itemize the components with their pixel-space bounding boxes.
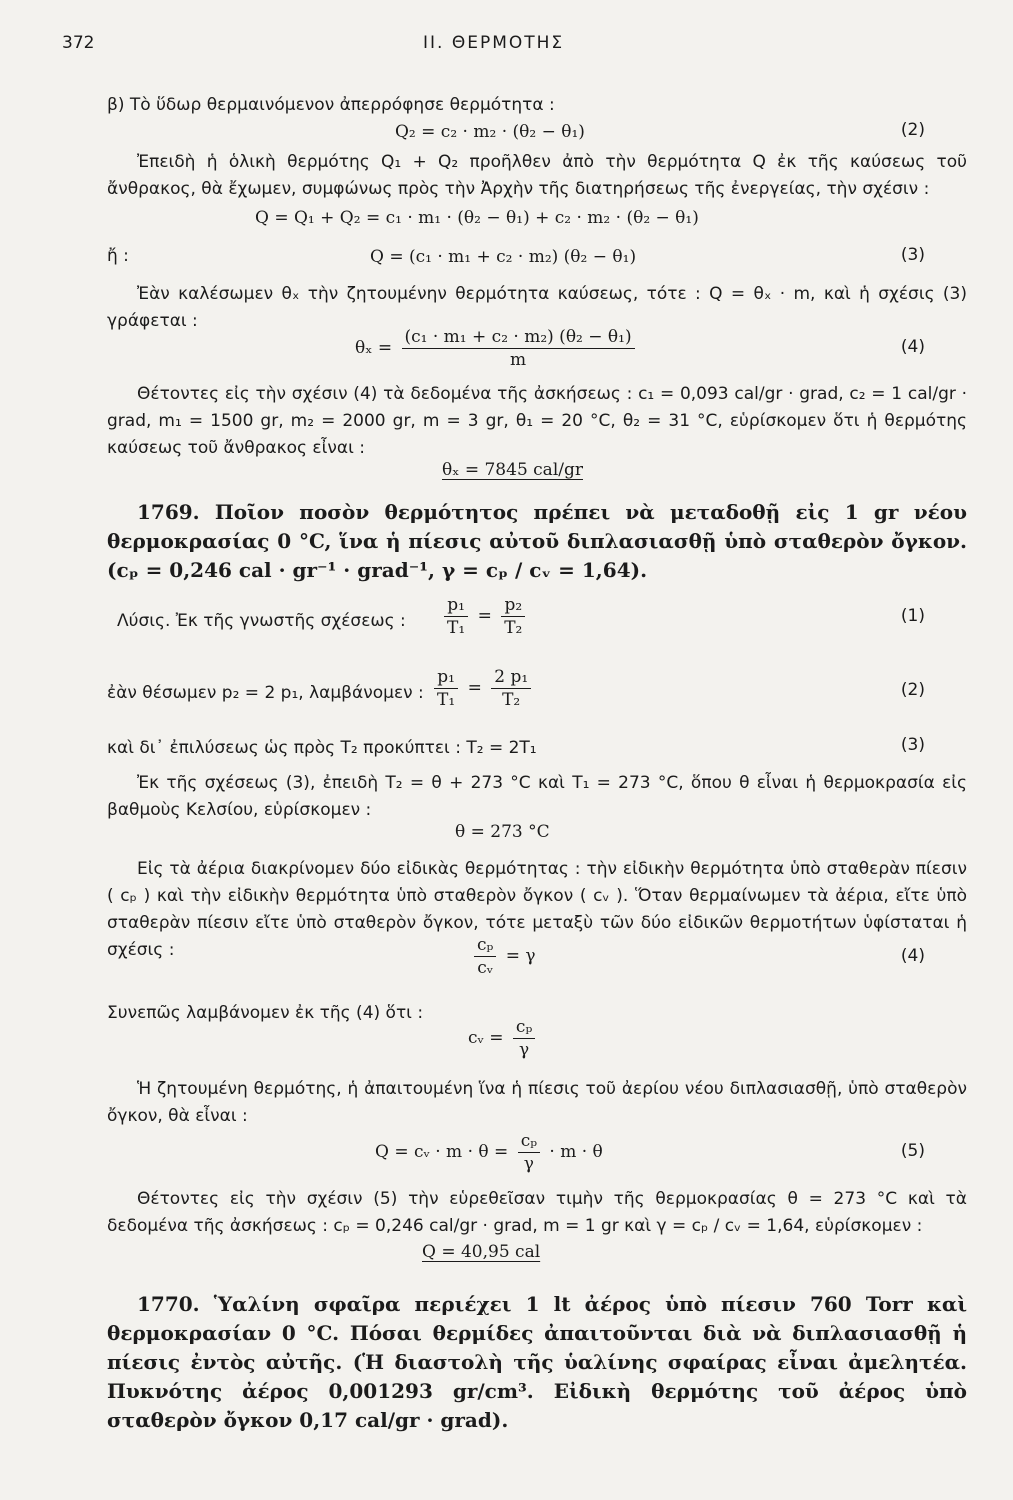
eq4-number: (4) <box>900 946 925 966</box>
final-result: Q = 40,95 cal <box>422 1242 541 1262</box>
text-hence: Συνεπῶς λαμβάνομεν ἐκ τῆς (4) ὅτι : <box>107 1003 424 1023</box>
solution-label: Λύσις. Ἐκ τῆς γνωστῆς σχέσεως : <box>117 611 406 631</box>
fraction-cp-gamma <box>513 1016 535 1061</box>
equation-5 <box>375 1130 603 1175</box>
paragraph-final-substitution: Θέτοντες εἰς τὴν σχέσιν (5) τὴν εὑρεθεῖσαν τιμὴν τῆς θερμοκρασίας θ = 273 °C καὶ τὰ δεδομένα τῆς ἀσκήσεως : cₚ = 0,246 cal/gr · grad, m = 1 gr καὶ γ = cₚ / cᵥ = 1,64, εὑρίσκομεν : <box>107 1189 967 1236</box>
cv-lhs: cᵥ = <box>468 1028 504 1048</box>
problem-1769-statement: 1769. Ποῖον ποσὸν θερμότητος πρέπει νὰ μεταδοθῇ εἰς 1 gr νέου θερμοκρασίας 0 °C, ἵνα ἡ πίεσις αὐτοῦ διπλασιασθῇ ὑπὸ σταθερὸν ὄγκον. (cₚ = 0,246 cal · gr⁻¹ · grad⁻¹, γ = cₚ / cᵥ = 1,64). <box>107 500 967 582</box>
equation-doubled-pressure <box>430 666 535 711</box>
gamma-rhs: = γ <box>505 946 536 966</box>
paragraph-specific-heats: Εἰς τὰ ἀέρια διακρίνομεν δύο εἰδικὰς θερμότητας : τὴν εἰδικὴν θερμότητα ὑπὸ σταθερὰν πίεσιν ( cₚ ) καὶ τὴν εἰδικὴν θερμότητα ὑπὸ σταθερὸν ὄγκον ( cᵥ ). Ὅταν θερμαίνωμεν τὰ ἀέρια, εἴτε ὑπὸ σταθερὰν πίεσιν εἴτε ὑπὸ σταθερὸν ὄγκον, τότε μεταξὺ τῶν δύο εἰδικῶν θερμοτήτων ὑφίσταται ἡ σχέσις : <box>107 859 967 960</box>
gamma-denominator: cᵥ <box>477 958 494 978</box>
eq5-numerator: cₚ <box>518 1130 540 1153</box>
eq2-denominator-right: T₂ <box>502 690 521 710</box>
page-number: 372 <box>62 33 95 53</box>
equation-gamma <box>470 934 536 979</box>
eq2-numerator-left: p₁ <box>434 666 458 689</box>
fraction-p2-t2 <box>501 594 525 639</box>
paragraph-substitution: Θέτοντες εἰς τὴν σχέσιν (4) τὰ δεδομένα τῆς ἀσκήσεως : c₁ = 0,093 cal/gr · grad, c₂ = 1 cal/gr · grad, m₁ = 1500 gr, m₂ = 2000 gr, m = 3 gr, θ₁ = 20 °C, θ₂ = 31 °C, εὑρίσκομεν ὅτι ἡ θερμότης καύσεως τοῦ ἄνθρακος εἶναι : <box>107 384 967 458</box>
eq5-number: (5) <box>900 1141 925 1161</box>
fraction-cp-gamma-b <box>518 1130 540 1175</box>
eq1-numerator-left: p₁ <box>444 594 468 617</box>
paragraph-energy-conservation: Ἐπειδὴ ἡ ὁλικὴ θερμότης Q₁ + Q₂ προῆλθεν ἀπὸ τὴν θερμότητα Q ἐκ τῆς καύσεως τοῦ ἄνθρακος, θὰ ἔχωμεν, συμφώνως πρὸς τὴν Ἀρχὴν τῆς διατηρήσεως τῆς ἐνεργείας, τὴν σχέσιν : <box>107 152 967 199</box>
paragraph-define-theta: Ἐὰν καλέσωμεν θₓ τὴν ζητουμένην θερμότητα καύσεως, τότε : Q = θₓ · m, καὶ ἡ σχέσις (3) γράφεται : <box>107 284 967 331</box>
equation-4-fraction <box>402 326 635 371</box>
fraction-p1-t1 <box>444 594 468 639</box>
fraction-2p1-t2 <box>491 666 531 711</box>
eq1-equals: = <box>477 606 492 626</box>
or-label: ἤ : <box>107 246 129 266</box>
result-heat-of-combustion: θₓ = 7845 cal/gr <box>442 460 583 480</box>
eq5-denominator: γ <box>523 1154 534 1174</box>
fraction-cp-cv <box>474 934 496 979</box>
equation-4-number: (4) <box>900 337 925 357</box>
cv-numerator: cₚ <box>513 1016 535 1039</box>
equation-4-denominator: m <box>509 350 527 370</box>
equation-3-number: (3) <box>900 245 925 265</box>
eq2-denominator-left: T₁ <box>437 690 456 710</box>
eq2-numerator-right: 2 p₁ <box>491 666 531 689</box>
equation-cv <box>468 1016 539 1061</box>
paragraph-temperature: Ἐκ τῆς σχέσεως (3), ἐπειδὴ T₂ = θ + 273 °C καὶ T₁ = 273 °C, ὅπου θ εἶναι ἡ θερμοκρασία εἰς βαθμοὺς Κελσίου, εὑρίσκομεν : <box>107 773 967 820</box>
eq2-number: (2) <box>900 680 925 700</box>
eq1-denominator-right: T₂ <box>504 618 523 638</box>
equation-2: Q₂ = c₂ · m₂ · (θ₂ − θ₁) <box>395 122 585 142</box>
equation-4-numerator: (c₁ · m₁ + c₂ · m₂) (θ₂ − θ₁) <box>402 326 635 349</box>
eq1-denominator-left: T₁ <box>447 618 466 638</box>
equation-total-heat: Q = Q₁ + Q₂ = c₁ · m₁ · (θ₂ − θ₁) + c₂ · m₂ · (θ₂ − θ₁) <box>255 208 699 228</box>
theta-result: θ = 273 °C <box>455 822 550 842</box>
paragraph-required-heat: Ἡ ζητουμένη θερμότης, ἡ ἀπαιτουμένη ἵνα ἡ πίεσις τοῦ ἀερίου νέου διπλασιασθῇ, ὑπὸ σταθερὸν ὄγκον, θὰ εἶναι : <box>107 1079 967 1126</box>
fraction-p1-t1-b <box>434 666 458 711</box>
equation-3: Q = (c₁ · m₁ + c₂ · m₂) (θ₂ − θ₁) <box>370 247 637 267</box>
problem-1770-statement: 1770. Ὑαλίνη σφαῖρα περιέχει 1 lt ἀέρος ὑπὸ πίεσιν 760 Torr καὶ θερμοκρασίαν 0 °C. Πόσαι θερμίδες ἀπαιτοῦνται διὰ νὰ διπλασιασθῇ ἡ πίεσις ἐντὸς αὐτῆς. (Ἡ διαστολὴ τῆς ὑαλίνης σφαίρας εἶναι ἀμελητέα. Πυκνότης ἀέρος 0,001293 gr/cm³. Εἰδικὴ θερμότης τοῦ ἀέρος ὑπὸ σταθερὸν ὄγκον 0,17 cal/gr · grad). <box>107 1292 967 1432</box>
gamma-numerator: cₚ <box>474 934 496 957</box>
cv-denominator: γ <box>519 1040 530 1060</box>
eq3-number: (3) <box>900 735 925 755</box>
equation-4 <box>355 326 639 371</box>
eq2-equals: = <box>467 678 482 698</box>
eq5-rhs: · m · θ <box>549 1142 603 1162</box>
eq1-number: (1) <box>900 606 925 626</box>
running-title: ΙΙ. ΘΕΡΜΟΤΗΣ <box>423 33 565 53</box>
solve-line: καὶ δι᾿ ἐπιλύσεως ὡς πρὸς T₂ προκύπτει : T₂ = 2T₁ <box>107 738 537 758</box>
eq1-numerator-right: p₂ <box>501 594 525 617</box>
part-b-intro: β) Τὸ ὕδωρ θερμαινόμενον ἀπερρόφησε θερμότητα : <box>107 95 555 115</box>
set-label: ἐὰν θέσωμεν p₂ = 2 p₁, λαμβάνομεν : <box>107 683 424 703</box>
equation-gay-lussac <box>440 594 529 639</box>
equation-2-number: (2) <box>900 120 925 140</box>
eq5-lhs: Q = cᵥ · m · θ = <box>375 1142 509 1162</box>
equation-4-lhs: θₓ = <box>355 338 393 358</box>
